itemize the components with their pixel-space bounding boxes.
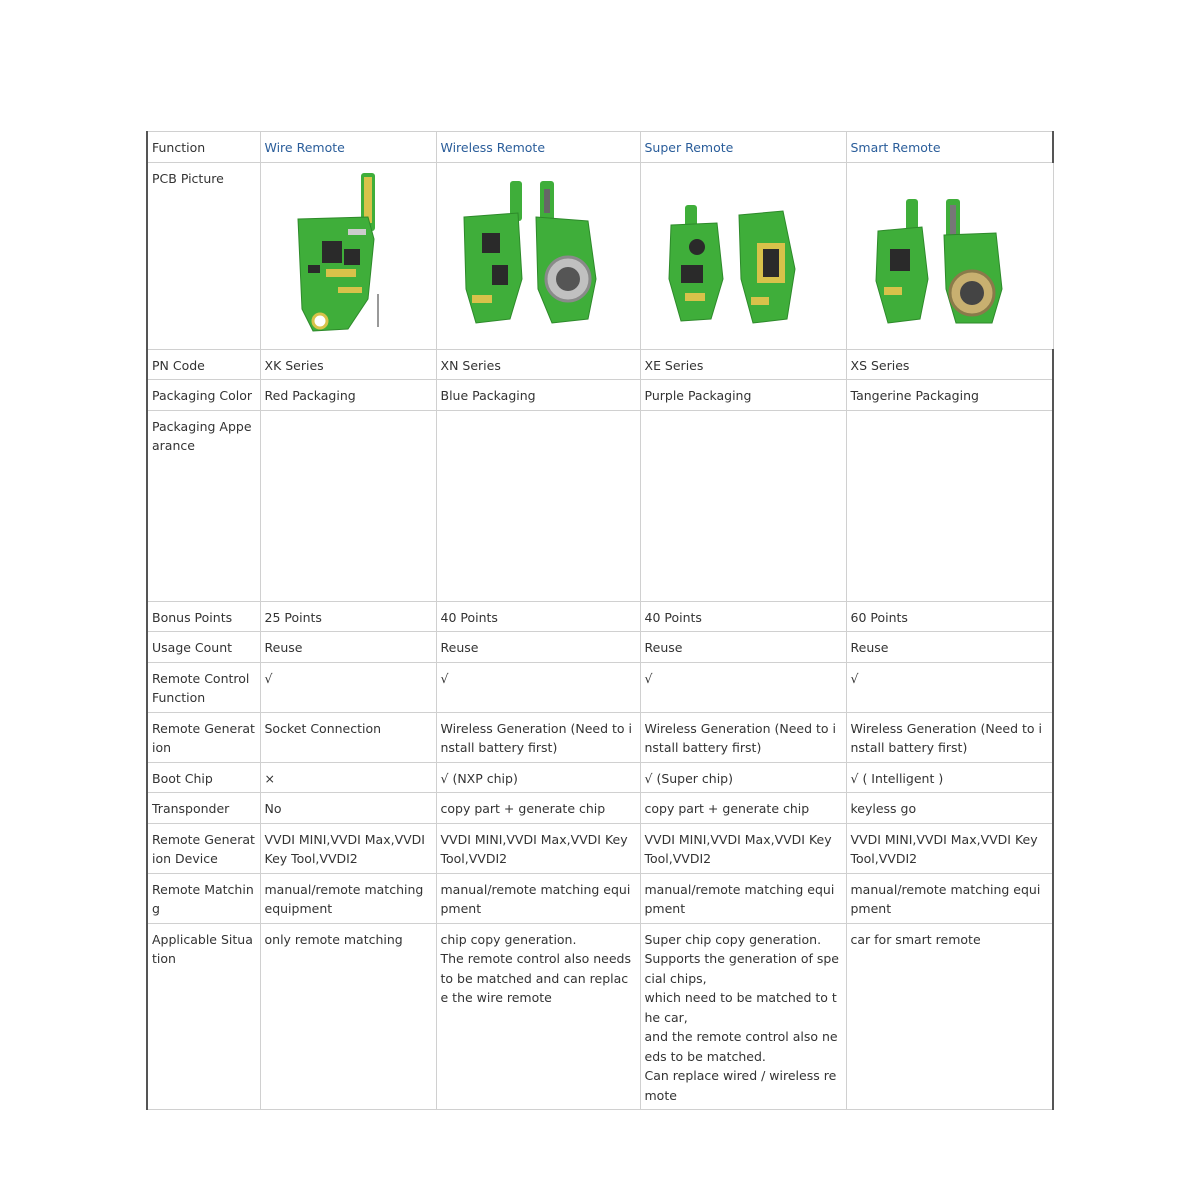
pcb-smart-icon xyxy=(860,169,1040,339)
cell-value: copy part + generate chip xyxy=(640,793,846,824)
row-remote-generation xyxy=(147,712,1053,762)
cell-value: Reuse xyxy=(436,632,640,663)
pcb-wire-cell xyxy=(260,162,436,349)
pcb-super-cell xyxy=(640,162,846,349)
cell-value: Super chip copy generation. Supports the generation of special chips, which need to be matched to the car, and the remote control also needs to be matched. Can replace wired / wireless remote xyxy=(640,923,846,1110)
cell-value: √ (NXP chip) xyxy=(436,762,640,793)
label-remote-generation-device: Remote Generation Device xyxy=(147,823,260,873)
label-packaging-color: Packaging Color xyxy=(147,380,260,411)
packaging-image-cell xyxy=(640,410,846,601)
cell-value: VVDI MINI,VVDI Max,VVDI Key Tool,VVDI2 xyxy=(436,823,640,873)
cell-value: 25 Points xyxy=(260,601,436,632)
cell-value: XS Series xyxy=(846,349,1053,380)
packaging-image-cell xyxy=(846,410,1053,601)
cell-value: Blue Packaging xyxy=(436,380,640,411)
check-icon: √ xyxy=(436,662,640,712)
cell-value: chip copy generation. The remote control also needs to be matched and can replace the wire remote xyxy=(436,923,640,1110)
label-remote-control-function: Remote Control Function xyxy=(147,662,260,712)
cell-value: XE Series xyxy=(640,349,846,380)
cell-value: √ (Super chip) xyxy=(640,762,846,793)
cell-value: VVDI MINI,VVDI Max,VVDI Key Tool,VVDI2 xyxy=(260,823,436,873)
cell-value: copy part + generate chip xyxy=(436,793,640,824)
cell-value: No xyxy=(260,793,436,824)
label-bonus-points: Bonus Points xyxy=(147,601,260,632)
header-super-remote: Super Remote xyxy=(640,132,846,163)
pcb-smart-cell xyxy=(846,162,1053,349)
label-pcb-picture: PCB Picture xyxy=(147,162,260,349)
pcb-wireless-cell xyxy=(436,162,640,349)
row-remote-control-function xyxy=(147,662,1053,712)
cell-value: VVDI MINI,VVDI Max,VVDI Key Tool,VVDI2 xyxy=(846,823,1053,873)
row-bonus-points xyxy=(147,601,1053,632)
cell-value: manual/remote matching equipment xyxy=(436,873,640,923)
row-packaging-color xyxy=(147,380,1053,411)
cell-value: XN Series xyxy=(436,349,640,380)
cell-value: Reuse xyxy=(640,632,846,663)
pcb-wire-icon xyxy=(268,169,428,339)
cell-value: Wireless Generation (Need to install battery first) xyxy=(640,712,846,762)
header-wire-remote: Wire Remote xyxy=(260,132,436,163)
cell-value: XK Series xyxy=(260,349,436,380)
label-remote-generation: Remote Generation xyxy=(147,712,260,762)
row-boot-chip xyxy=(147,762,1053,793)
cell-value: manual/remote matching equipment xyxy=(640,873,846,923)
cell-value: car for smart remote xyxy=(846,923,1053,1110)
label-pn-code: PN Code xyxy=(147,349,260,380)
cell-value: Socket Connection xyxy=(260,712,436,762)
row-pn-code xyxy=(147,349,1053,380)
cell-value: keyless go xyxy=(846,793,1053,824)
cell-value: manual/remote matching equipment xyxy=(260,873,436,923)
check-icon: √ xyxy=(846,662,1053,712)
cell-value: Tangerine Packaging xyxy=(846,380,1053,411)
cell-value: Purple Packaging xyxy=(640,380,846,411)
packaging-image-cell xyxy=(260,410,436,601)
label-packaging-appearance: Packaging Appearance xyxy=(147,410,260,601)
cell-value: 40 Points xyxy=(436,601,640,632)
row-transponder xyxy=(147,793,1053,824)
cell-value: manual/remote matching equipment xyxy=(846,873,1053,923)
cell-value: VVDI MINI,VVDI Max,VVDI Key Tool,VVDI2 xyxy=(640,823,846,873)
header-function: Function xyxy=(147,132,260,163)
header-wireless-remote: Wireless Remote xyxy=(436,132,640,163)
label-remote-matching: Remote Matching xyxy=(147,873,260,923)
packaging-image-cell xyxy=(436,410,640,601)
row-pcb-picture xyxy=(147,162,1053,349)
label-boot-chip: Boot Chip xyxy=(147,762,260,793)
cell-value: Reuse xyxy=(846,632,1053,663)
row-remote-matching xyxy=(147,873,1053,923)
cell-value: Wireless Generation (Need to install battery first) xyxy=(846,712,1053,762)
row-usage-count xyxy=(147,632,1053,663)
cell-value: 40 Points xyxy=(640,601,846,632)
comparison-table xyxy=(146,131,1054,1110)
row-packaging-appearance xyxy=(147,410,1053,601)
cell-value: 60 Points xyxy=(846,601,1053,632)
label-usage-count: Usage Count xyxy=(147,632,260,663)
cell-value: Wireless Generation (Need to install battery first) xyxy=(436,712,640,762)
check-icon: √ xyxy=(260,662,436,712)
row-remote-generation-device xyxy=(147,823,1053,873)
pcb-super-icon xyxy=(653,169,833,339)
row-applicable-situation xyxy=(147,923,1053,1110)
cross-icon: × xyxy=(260,762,436,793)
check-icon: √ xyxy=(640,662,846,712)
label-transponder: Transponder xyxy=(147,793,260,824)
pcb-wireless-icon xyxy=(448,169,628,339)
header-smart-remote: Smart Remote xyxy=(846,132,1053,163)
label-applicable-situation: Applicable Situation xyxy=(147,923,260,1110)
cell-value: √ ( Intelligent ) xyxy=(846,762,1053,793)
cell-value: Red Packaging xyxy=(260,380,436,411)
header-row xyxy=(147,132,1053,163)
cell-value: Reuse xyxy=(260,632,436,663)
cell-value: only remote matching xyxy=(260,923,436,1110)
